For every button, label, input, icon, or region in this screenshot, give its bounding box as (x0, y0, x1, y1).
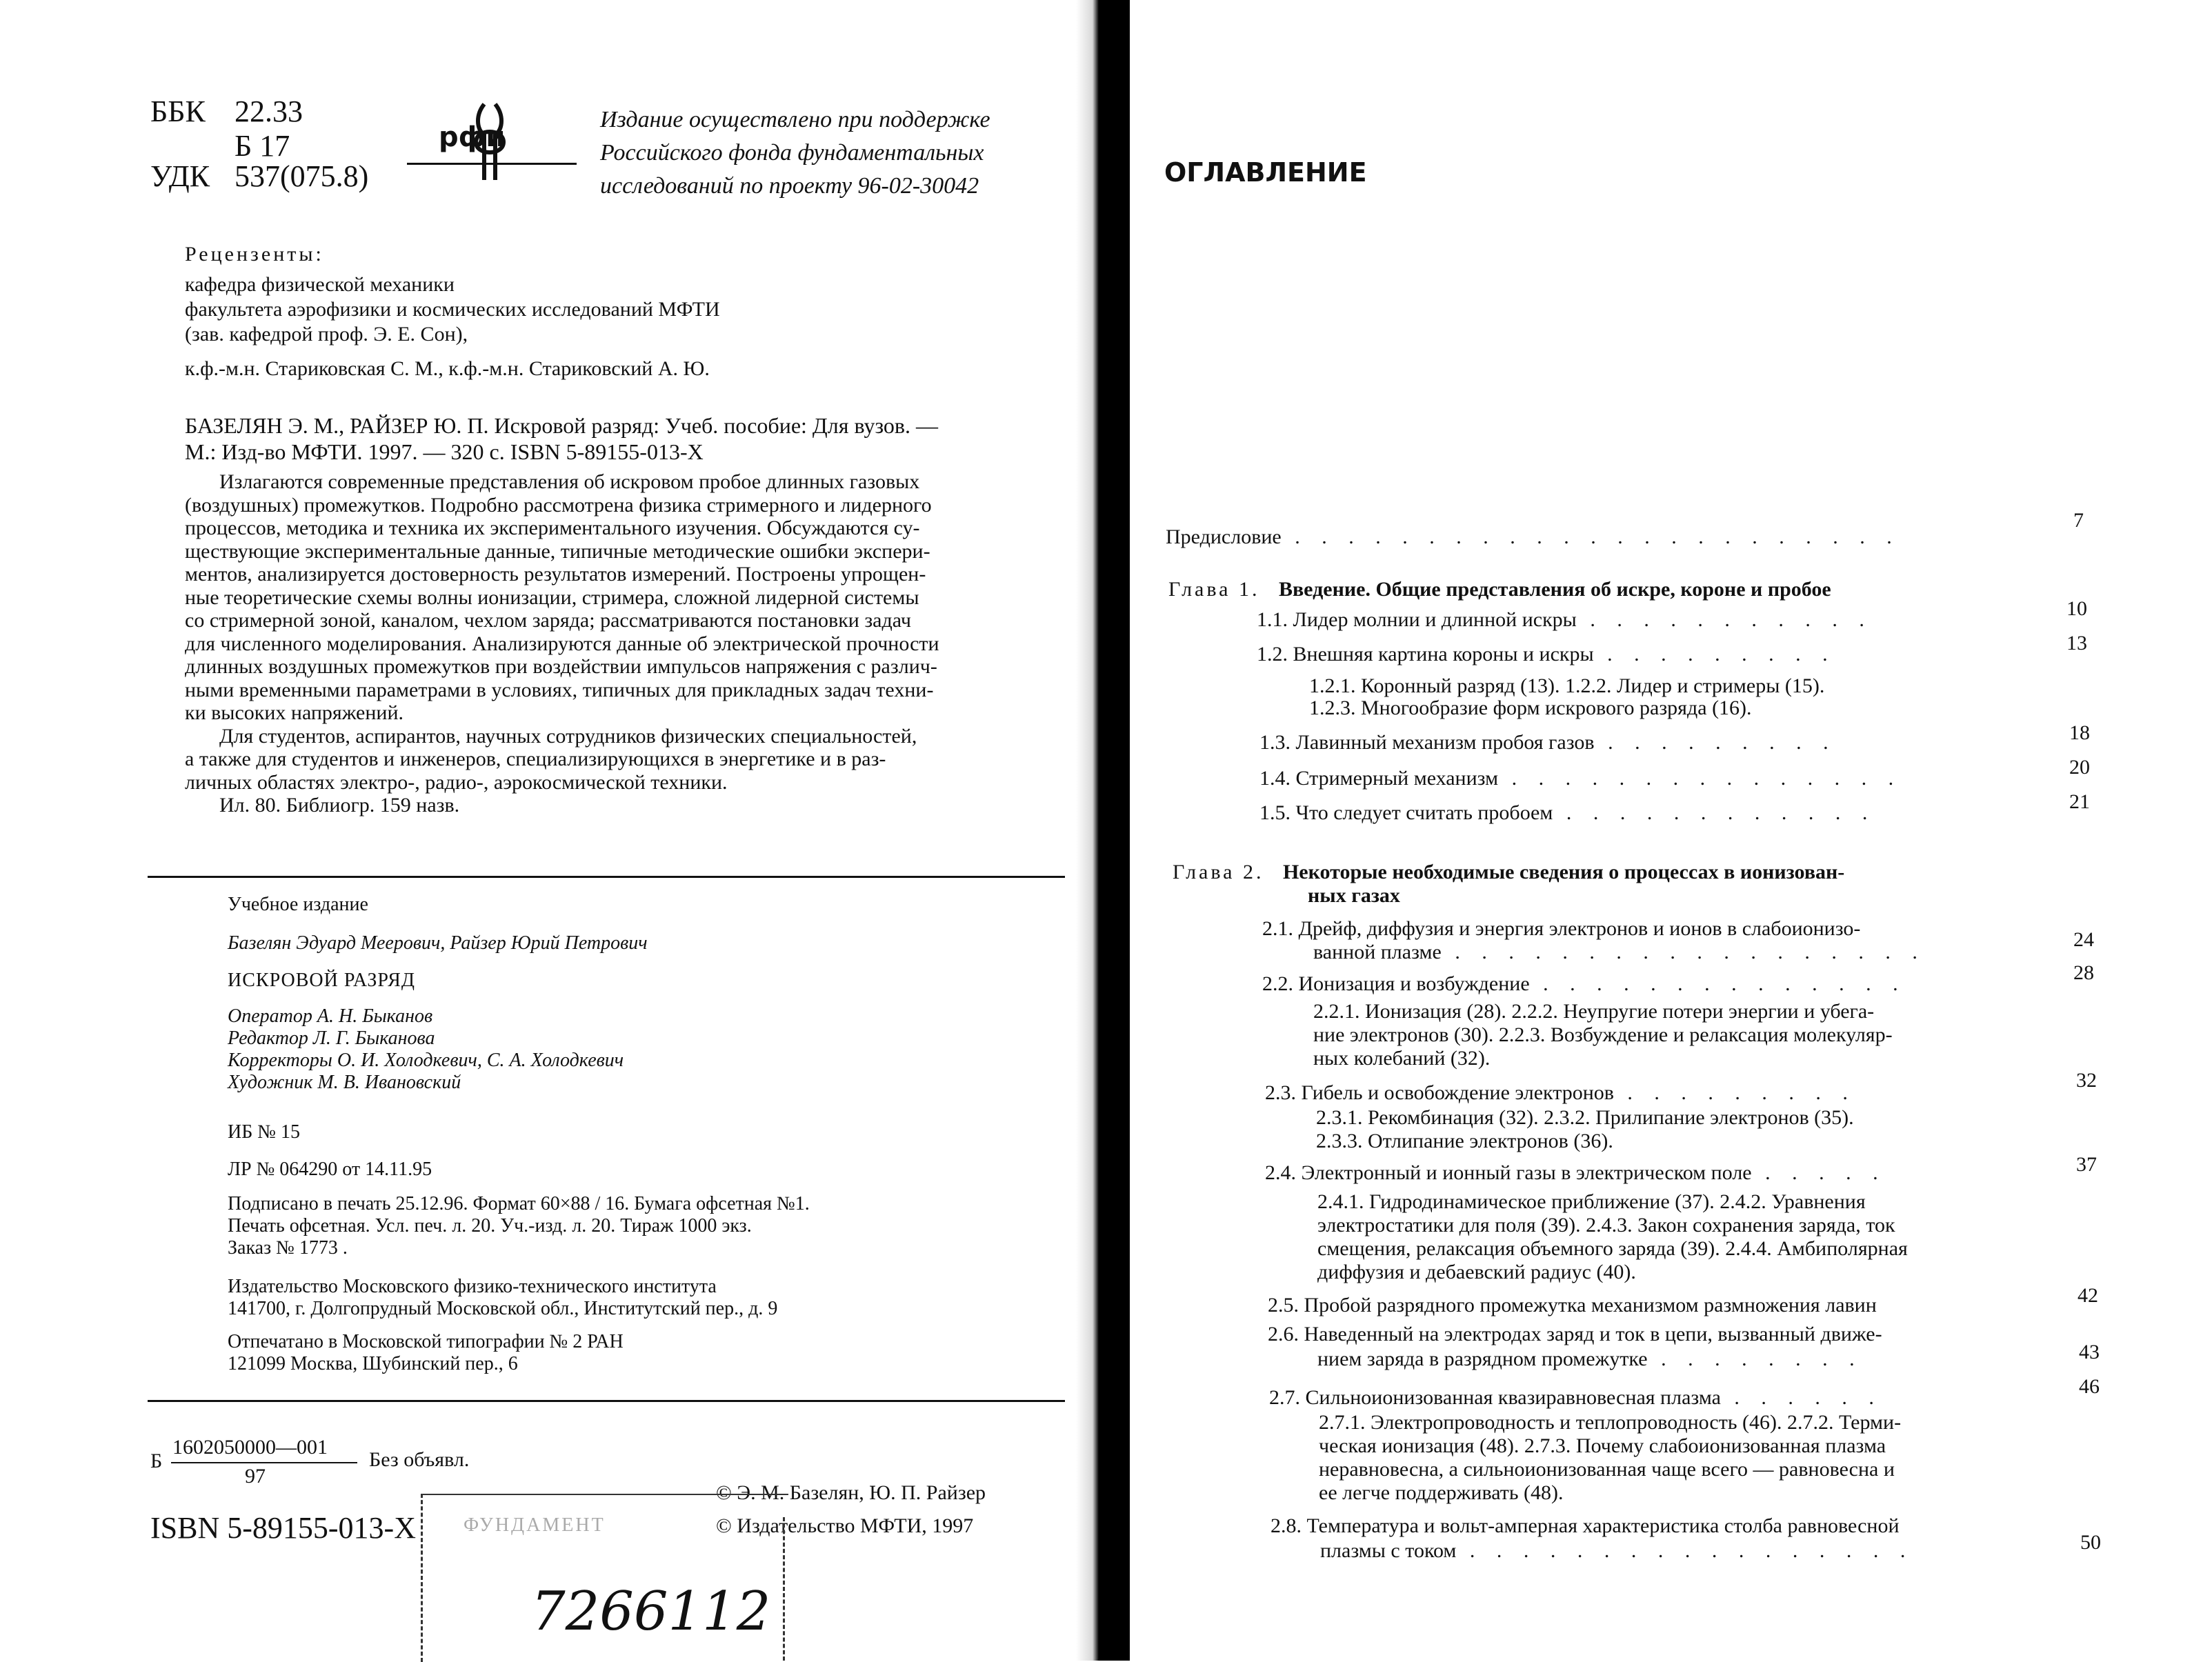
toc-2-1-page: 24 (2073, 928, 2094, 951)
toc-2-7-sub-c: неравновесна, а сильноионизованная чаще всего — равновесна и (1319, 1458, 1895, 1481)
ib-number: ИБ № 15 (228, 1121, 301, 1143)
book-gutter (1076, 0, 1117, 1661)
toc-chapter-2-title-cont: ных газах (1308, 884, 1400, 907)
fraction-bottom: 97 (245, 1465, 266, 1488)
toc-2-7-page: 46 (2079, 1375, 2100, 1398)
toc-2-2-sub-c: ных колебаний (32). (1313, 1047, 1491, 1070)
toc-1-2[interactable]: 1.2. Внешняя картина короны и искры . . . . . . . . . (1257, 643, 1836, 665)
divider-top (148, 876, 1065, 878)
reviewers-list: кафедра физической механики факультета аэрофизики и космических исследований МФТИ (зав. кафедрой проф. Э. Е. Сон), к.ф.-м.н. Стариковская С. М., к.ф.-м.н. Стариковский А. Ю. (185, 273, 720, 380)
toc-2-1[interactable]: 2.1. Дрейф, диффузия и энергия электронов и ионов в слабоионизо- (1262, 917, 1861, 940)
toc-1-3[interactable]: 1.3. Лавинный механизм пробоя газов . . . . . . . . . (1259, 731, 1837, 754)
toc-2-7-sub-d: ее легче поддерживать (48). (1319, 1481, 1564, 1504)
rffi-logo-text: рфи (439, 121, 506, 153)
toc-2-2-sub-a: 2.2.1. Ионизация (28). 2.2.2. Неупругие потери энергии и убега- (1313, 1000, 1875, 1023)
toc-1-1-page: 10 (2066, 597, 2087, 620)
abstract: Излагаются современные представления об искровом пробое длинных газовых (воздушных) промежутков. Подробно рассмотрена физика стримерного и лидерного процессов, методика и техника их экспериментального изучения. Обсуждаются су- ществующие экспериментальные данные, типичные методические ошибки экспери- ментов, анализируется достоверность результатов измерений. Построены упрощен- ные теоретические схемы волны ионизации, стримера, сложной лидерной системы со стримерной зоной, каналом, чехлом заряда; рассматриваются постановки задач для численного моделирования. Анализируются данные об электрической прочности длинных воздушных промежутков при воздействии импульсов напряжения с различ- ными временными параметрами в условиях, типичных для прикладных задач техни- ки высоких напряжений. Для студентов, аспирантов, научных сотрудников физических специальностей, а также для студентов и инженеров, специализирующихся в энергетике и в раз- личных областях электро-, радио-, аэрокосмической техники. Ил. 80. Библиогр. 159 назв. (185, 470, 939, 817)
toc-2-3-sub-a: 2.3.1. Рекомбинация (32). 2.3.2. Прилипание электронов (35). (1316, 1106, 1854, 1129)
toc-2-5-page: 42 (2078, 1284, 2098, 1307)
toc-1-2-page: 13 (2066, 632, 2087, 654)
toc-1-2-sub-b: 1.2.3. Многообразие форм искрового разряда (16). (1309, 697, 1752, 719)
bbk-label: ББК (150, 94, 206, 128)
isbn: ISBN 5-89155-013-X (150, 1511, 416, 1545)
copyright-publisher: © Издательство МФТИ, 1997 (716, 1514, 974, 1537)
toc-2-4-sub-c: смещения, релаксация объемного заряда (39). 2.4.4. Амбиполярная (1317, 1237, 1908, 1260)
toc-2-8[interactable]: 2.8. Температура и вольт-амперная характеристика столба равновесной (1271, 1514, 1900, 1537)
udk-label: УДК (150, 159, 210, 193)
toc-2-4-sub-d: диффузия и дебаевский радиус (40). (1317, 1261, 1636, 1283)
toc-1-4-page: 20 (2069, 756, 2090, 779)
toc-2-8-cont: плазмы с током . . . . . . . . . . . . . . . . . (1320, 1539, 1914, 1562)
b-code: Б 17 (235, 129, 290, 163)
toc-1-4[interactable]: 1.4. Стримерный механизм . . . . . . . . . . . . . . . (1259, 767, 1902, 790)
toc-1-1[interactable]: 1.1. Лидер молнии и длинной искры . . . . . . . . . . . (1257, 608, 1873, 631)
toc-1-5-page: 21 (2069, 790, 2090, 813)
toc-2-3-sub-b: 2.3.3. Отлипание электронов (36). (1316, 1130, 1613, 1152)
toc-1-2-sub-a: 1.2.1. Коронный разряд (13). 1.2.2. Лидер и стримеры (15). (1309, 674, 1825, 697)
publisher-info: Издательство Московского физико-технического института 141700, г. Долгопрудный Московской обл., Институтский пер., д. 9 (228, 1276, 778, 1319)
no-ads: Без объявл. (369, 1448, 470, 1471)
page-edge (1117, 0, 1130, 1661)
bbk-code: 22.33 (235, 94, 303, 128)
toc-2-1-cont: ванной плазме . . . . . . . . . . . . . . . . . . (1313, 941, 1926, 963)
toc-2-4-page: 37 (2076, 1153, 2097, 1176)
reviewers-title: Рецензенты: (185, 243, 324, 266)
stamp-text: ФУНДАМЕНТ (464, 1514, 606, 1536)
toc-1-3-page: 18 (2069, 721, 2090, 744)
toc-2-2-page: 28 (2073, 961, 2094, 984)
printer-info: Отпечатано в Московской типографии № 2 РАН 121099 Москва, Шубинский пер., 6 (228, 1331, 624, 1374)
toc-2-4[interactable]: 2.4. Электронный и ионный газы в электрическом поле . . . . . (1265, 1161, 1886, 1184)
imprint-authors: Базелян Эдуард Меерович, Райзер Юрий Петрович (228, 932, 648, 954)
b-prefix: Б (150, 1450, 163, 1472)
citation: БАЗЕЛЯН Э. М., РАЙЗЕР Ю. П. Искровой разряд: Учеб. пособие: Для вузов. — М.: Изд-во МФТИ. 1997. — 320 с. ISBN 5-89155-013-X (185, 413, 939, 464)
edition-type: Учебное издание (228, 894, 368, 915)
toc-2-5[interactable]: 2.5. Пробой разрядного промежутка механизмом размножения лавин (1268, 1294, 1877, 1316)
toc-preface[interactable]: Предисловие . . . . . . . . . . . . . . . . . . . . . . . (1166, 525, 1900, 548)
toc-2-8-page: 50 (2080, 1531, 2101, 1554)
toc-2-2-sub-b: ние электронов (30). 2.2.3. Возбуждение и релаксация молекуляр- (1313, 1023, 1893, 1046)
toc-chapter-2[interactable]: Глава 2. Некоторые необходимые сведения о процессах в ионизован- (1173, 861, 1845, 883)
toc-preface-page: 7 (2073, 509, 2084, 532)
toc-1-5[interactable]: 1.5. Что следует считать пробоем . . . . . . . . . . . . (1259, 801, 1876, 824)
toc-2-7-sub-b: ческая ионизация (48). 2.7.3. Почему слабоионизованная плазма (1319, 1434, 1886, 1457)
support-note: Издание осуществлено при поддержке Российского фонда фундаментальных исследований по проекту 96-02-30042 (600, 107, 990, 199)
imprint-title: ИСКРОВОЙ РАЗРЯД (228, 970, 415, 991)
toc-2-7[interactable]: 2.7. Сильноионизованная квазиравновесная плазма . . . . . . (1269, 1386, 1882, 1409)
udk-code: 537(075.8) (235, 159, 369, 193)
toc-chapter-1[interactable]: Глава 1. Введение. Общие представления об искре, короне и пробое (1168, 578, 1831, 601)
toc-2-7-sub-a: 2.7.1. Электропроводность и теплопроводность (46). 2.7.2. Терми- (1319, 1411, 1902, 1434)
toc-2-2[interactable]: 2.2. Ионизация и возбуждение . . . . . . . . . . . . . . (1262, 972, 1906, 995)
fraction-top: 1602050000—001 (172, 1436, 328, 1459)
toc-2-4-sub-b: электростатики для поля (39). 2.4.3. Закон сохранения заряда, ток (1317, 1214, 1895, 1237)
toc-2-3[interactable]: 2.3. Гибель и освобождение электронов . . . . . . . . . (1265, 1081, 1856, 1104)
copyright-authors: © Э. М. Базелян, Ю. П. Райзер (716, 1481, 986, 1504)
divider-bottom (148, 1400, 1065, 1402)
print-details: Подписано в печать 25.12.96. Формат 60×88 / 16. Бумага офсетная №1. Печать офсетная. Усл. печ. л. 20. Уч.-изд. л. 20. Тираж 1000 экз. Заказ № 1773 . (228, 1193, 810, 1259)
toc-2-4-sub-a: 2.4.1. Гидродинамическое приближение (37). 2.4.2. Уравнения (1317, 1190, 1866, 1213)
toc-2-6[interactable]: 2.6. Наведенный на электродах заряд и ток в цепи, вызванный движе- (1268, 1323, 1882, 1345)
toc-heading: ОГЛАВЛЕНИЕ (1164, 157, 1367, 188)
stamp-number: 7266112 (531, 1581, 771, 1643)
lr-number: ЛР № 064290 от 14.11.95 (228, 1159, 432, 1180)
imprint-staff: Оператор А. Н. Быканов Редактор Л. Г. Быканова Корректоры О. И. Холодкевич, С. А. Холодкевич Художник М. В. Ивановский (228, 1005, 624, 1093)
toc-2-3-page: 32 (2076, 1069, 2097, 1092)
toc-2-6-page: 43 (2079, 1341, 2100, 1363)
toc-2-6-cont: нием заряда в разрядном промежутке . . . . . . . . (1317, 1348, 1863, 1370)
